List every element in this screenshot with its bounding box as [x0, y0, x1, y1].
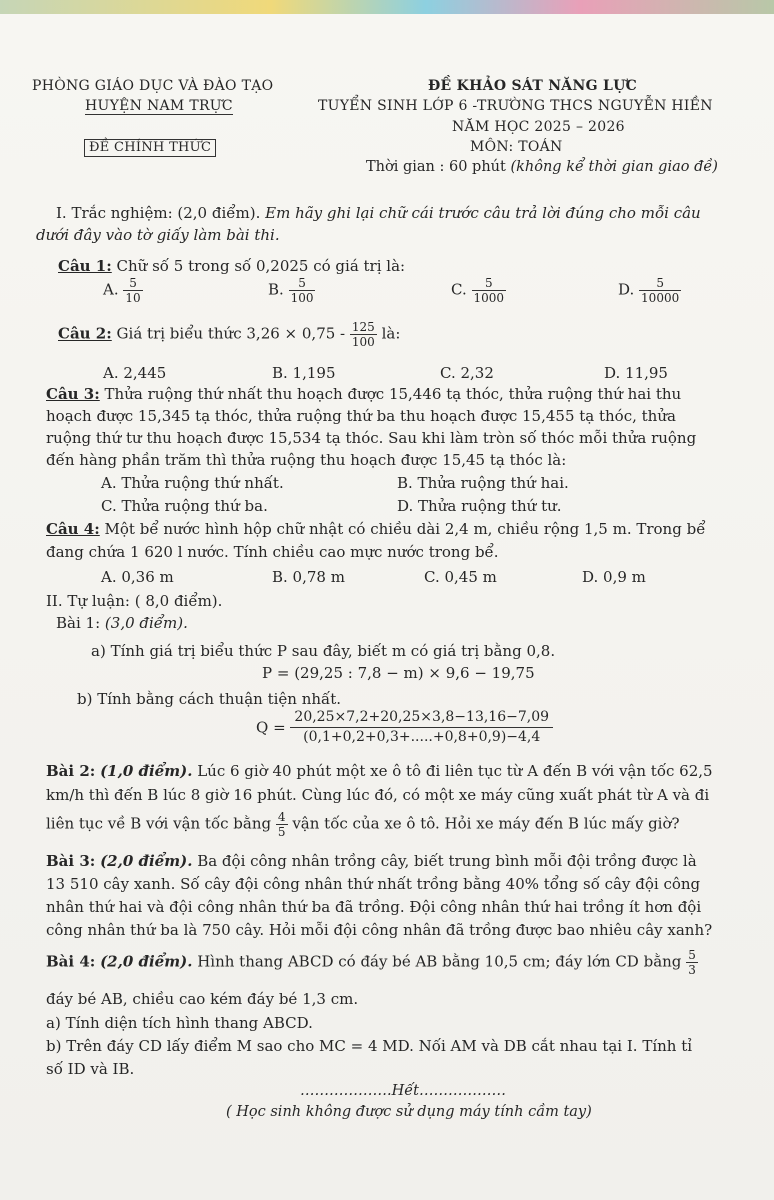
bai2-text-after-fraction: vận tốc của xe ô tô. Hỏi xe máy đến B lúc mấy giờ? — [292, 814, 680, 833]
q2-text-end: là: — [381, 324, 401, 343]
header-district: HUYỆN NAM TRỰC — [85, 98, 233, 114]
bai3-text-line2: 13 510 cây xanh. Số cây đội công nhân thứ nhất trồng bằng 40% tổng số cây đội công — [46, 875, 701, 893]
bai4-part-b-cont: số ID và IB. — [46, 1060, 135, 1078]
part2-heading: II. Tự luận: ( 8,0 điểm). — [46, 592, 223, 610]
q1-label: Câu 1: — [58, 257, 112, 275]
q1-option-fraction — [639, 276, 681, 305]
bai4-text: Hình thang ABCD có đáy bé AB bằng 10,5 cm; đáy lớn CD bằng — [197, 952, 682, 971]
question-3 — [46, 385, 681, 403]
fraction-denominator: 1000 — [473, 291, 505, 305]
q4-text: Một bể nước hình hộp chữ nhật có chiều dài 2,4 m, chiều rộng 1,5 m. Trong bể — [104, 520, 706, 538]
fraction-numerator: 20,25×7,2+20,25×3,8−13,16−7,09 — [294, 709, 550, 725]
calculator-note: ( Học sinh không được sử dụng máy tính cầm tay) — [226, 1104, 592, 1120]
bai4-part-a: a) Tính diện tích hình thang ABCD. — [46, 1014, 313, 1032]
q1-option-letter: A. — [103, 280, 119, 299]
fraction-denominator: 5 — [277, 825, 286, 839]
q1-option-c — [451, 276, 506, 305]
q3-label: Câu 3: — [46, 385, 100, 403]
q4-option-d: D. 0,9 m — [582, 568, 646, 586]
q1-option-fraction — [472, 276, 507, 305]
q3-option-b: B. Thửa ruộng thứ hai. — [397, 474, 569, 492]
bai2-fraction — [276, 810, 288, 839]
bai2 — [46, 762, 713, 780]
q1-option-letter: D. — [618, 280, 635, 299]
q3-text-line2: hoạch được 15,345 tạ thóc, thửa ruộng thứ ba thu hoạch được 15,455 tạ thóc, thửa — [46, 407, 676, 425]
q2-option-b: B. 1,195 — [272, 364, 336, 382]
part1-instruction-cont: dưới đây vào tờ giấy làm bài thi. — [36, 226, 280, 244]
q-expression-label: Q = — [256, 718, 286, 737]
exam-year: NĂM HỌC 2025 – 2026 — [452, 119, 625, 135]
q2-text: Giá trị biểu thức 3,26 × 0,75 - — [116, 324, 346, 343]
q3-text: Thửa ruộng thứ nhất thu hoạch được 15,446 tạ thóc, thửa ruộng thứ hai thu — [104, 385, 682, 403]
bai2-text-before-fraction: liên tục về B với vận tốc bằng — [46, 814, 272, 833]
q1-option-letter: B. — [268, 280, 284, 299]
bai1-q-expression — [256, 708, 553, 747]
bai4-fraction — [686, 948, 698, 977]
fraction-denominator: 10 — [125, 291, 141, 305]
exam-school: TUYỂN SINH LỚP 6 -TRƯỜNG THCS NGUYỄN HIỀN — [318, 98, 713, 114]
fraction-denominator: 100 — [351, 335, 375, 349]
q4-label: Câu 4: — [46, 520, 100, 538]
bai2-text-line3 — [46, 810, 680, 839]
q-expression-fraction — [290, 708, 553, 747]
fraction-numerator: 5 — [688, 948, 696, 962]
q2-option-a: A. 2,445 — [103, 364, 167, 382]
bai1-part-b: b) Tính bằng cách thuận tiện nhất. — [77, 690, 342, 708]
bai4-label: Bài 4: — [46, 952, 96, 971]
bai1-p-expression: P = (29,25 : 7,8 − m) × 9,6 − 19,75 — [262, 664, 535, 682]
bai2-points: (1,0 điểm). — [100, 762, 193, 780]
exam-subject: MÔN: TOÁN — [470, 139, 563, 155]
q1-option-fraction — [289, 276, 316, 305]
q3-option-d: D. Thửa ruộng thứ tư. — [397, 497, 562, 515]
q1-text: Chữ số 5 trong số 0,2025 có giá trị là: — [116, 257, 406, 275]
bai2-text: Lúc 6 giờ 40 phút một xe ô tô đi liên tục từ A đến B với vận tốc 62,5 — [197, 762, 713, 780]
header-department: PHÒNG GIÁO DỤC VÀ ĐÀO TẠO — [32, 78, 274, 94]
official-exam-badge: ĐỀ CHÍNH THỨC — [84, 139, 216, 157]
bai1-part-a: a) Tính giá trị biểu thức P sau đây, biết m có giá trị bằng 0,8. — [91, 642, 556, 660]
q3-text-line3: ruộng thứ tư thu hoạch được 15,534 tạ thóc. Sau khi làm tròn số thóc mỗi thửa ruộng — [46, 429, 697, 447]
bai4-text-line2: đáy bé AB, chiều cao kém đáy bé 1,3 cm. — [46, 990, 359, 1008]
q4-text-line2: đang chứa 1 620 l nước. Tính chiều cao mực nước trong bể. — [46, 543, 499, 561]
exam-time-note: (không kể thời gian giao đề) — [510, 159, 718, 175]
fraction-numerator: 125 — [351, 320, 375, 334]
q1-option-a — [103, 276, 143, 305]
bai3-text: Ba đội công nhân trồng cây, biết trung bình mỗi đội trồng được là — [197, 852, 697, 870]
part1-instruction: Em hãy ghi lại chữ cái trước câu trả lời đúng cho mỗi câu — [265, 204, 701, 222]
fraction-denominator: 10000 — [641, 291, 680, 305]
part1-title: I. Trắc nghiệm: (2,0 điểm). — [56, 204, 261, 222]
bai4-points: (2,0 điểm). — [100, 952, 193, 971]
q2-option-d: D. 11,95 — [604, 364, 668, 382]
fraction-numerator: 5 — [484, 276, 493, 290]
q1-option-b — [268, 276, 315, 305]
q1-option-letter: C. — [451, 280, 467, 299]
bai4-part-b: b) Trên đáy CD lấy điểm M sao cho MC = 4 MD. Nối AM và DB cắt nhau tại I. Tính tỉ — [46, 1037, 693, 1055]
bai3-label: Bài 3: — [46, 852, 96, 870]
fraction-numerator: 5 — [129, 276, 137, 290]
fraction-denominator: 3 — [688, 963, 696, 977]
top-color-band — [0, 0, 774, 14]
fraction-numerator: 5 — [656, 276, 664, 290]
q1-option-d — [618, 276, 681, 305]
q2-label: Câu 2: — [58, 324, 112, 343]
question-4 — [46, 520, 705, 538]
exam-time-value: Thời gian : 60 phút — [366, 159, 506, 175]
fraction-numerator: 4 — [277, 810, 286, 824]
fraction-denominator: 100 — [290, 291, 314, 305]
exam-title: ĐỀ KHẢO SÁT NĂNG LỰC — [428, 78, 638, 94]
bai3 — [46, 852, 697, 870]
q1-option-fraction — [123, 276, 142, 305]
bai2-label: Bài 2: — [46, 762, 96, 780]
fraction-numerator: 5 — [298, 276, 306, 290]
q4-option-a: A. 0,36 m — [101, 568, 174, 586]
q4-option-b: B. 0,78 m — [272, 568, 345, 586]
q4-option-c: C. 0,45 m — [424, 568, 497, 586]
bai1-points: (3,0 điểm). — [104, 614, 188, 632]
q3-option-a: A. Thửa ruộng thứ nhất. — [101, 474, 284, 492]
bai1-label: Bài 1: — [56, 614, 101, 632]
bai3-text-line4: công nhân thứ ba là 750 cây. Hỏi mỗi đội công nhân đã trồng được bao nhiêu cây xanh? — [46, 921, 713, 939]
exam-time — [366, 159, 718, 175]
bai3-points: (2,0 điểm). — [100, 852, 193, 870]
bai1-heading — [56, 614, 188, 632]
q3-text-line4: đến hàng phần trăm thì thửa ruộng thu hoạch được 15,45 tạ thóc là: — [46, 451, 567, 469]
fraction-denominator: (0,1+0,2+0,3+.....+0,8+0,9)−4,4 — [290, 727, 553, 747]
part1-heading — [56, 204, 701, 222]
question-2 — [58, 320, 400, 349]
question-1 — [58, 257, 405, 275]
q2-fraction — [350, 320, 377, 349]
end-marker: ……………….Hết……………… — [300, 1083, 507, 1099]
bai3-text-line3: nhân thứ hai và đội công nhân thứ ba đã trồng. Đội công nhân thứ hai trồng ít hơn đội — [46, 898, 702, 916]
bai4 — [46, 948, 698, 977]
q2-option-c: C. 2,32 — [440, 364, 494, 382]
q3-option-c: C. Thửa ruộng thứ ba. — [101, 497, 268, 515]
bai2-text-line2: km/h thì đến B lúc 8 giờ 16 phút. Cùng lúc đó, có một xe máy cũng xuất phát từ A và đi — [46, 786, 710, 804]
